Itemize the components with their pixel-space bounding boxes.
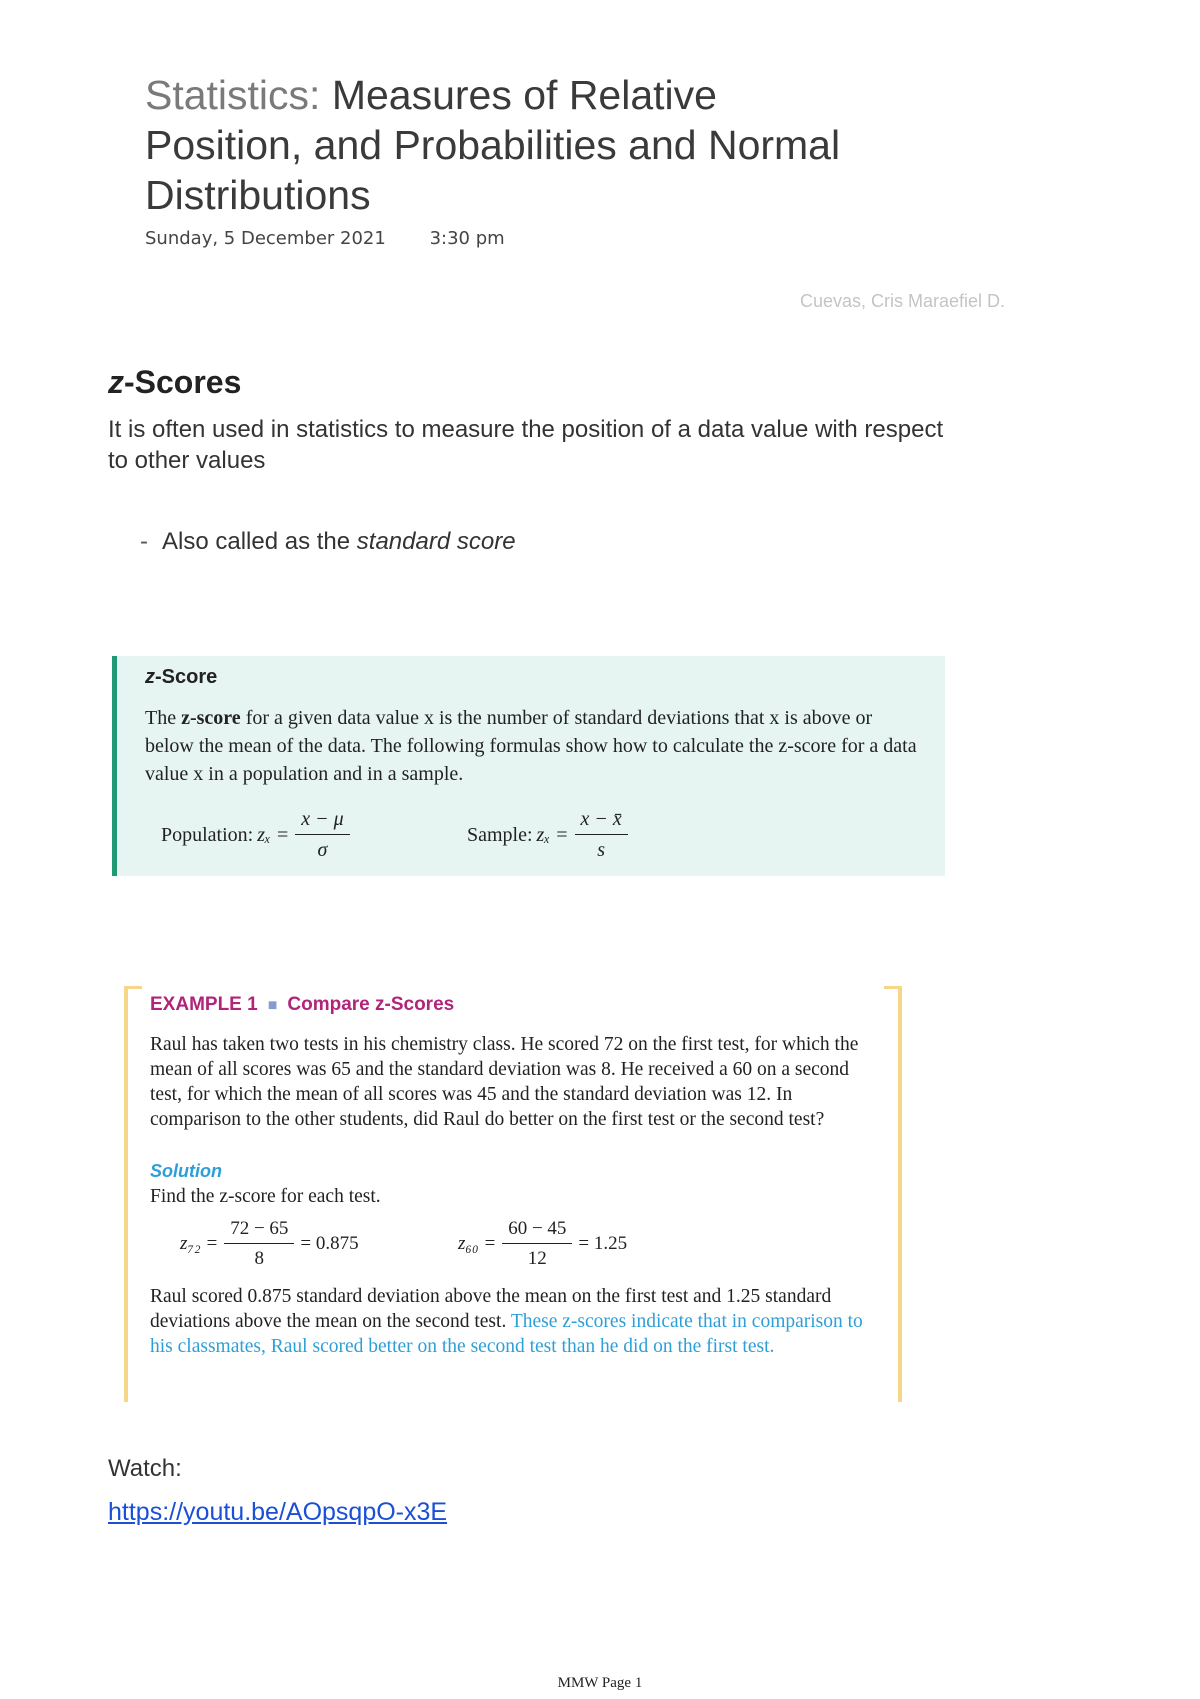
population-label: Population: <box>161 823 254 846</box>
conclusion-highlight: These z-scores indicate that in comparison to his classmates, Raul scored better on the second test than he did on the first test. <box>150 1311 863 1357</box>
section-heading <box>108 364 241 401</box>
definition-text-end: for a given data value x is the number of standard deviations that x is above or below the mean of the data. The following formulas show how to calculate the z-score for a data value x in a population and in a sample. <box>145 707 917 785</box>
sample-formula <box>467 808 634 862</box>
example-corner-left <box>124 986 142 989</box>
section-heading-var: z <box>108 364 124 400</box>
z60-denominator: 12 <box>527 1248 547 1269</box>
page-title-main: Measures of Relative Position, and Probabilities and Normal Distributions <box>145 72 841 218</box>
author-name: Cuevas, Cris Maraefiel D. <box>800 291 1006 311</box>
example-conclusion <box>150 1284 880 1359</box>
bullet-dash: - <box>140 528 148 555</box>
z72-denominator: 8 <box>254 1248 265 1269</box>
bullet-emphasis: standard score <box>356 528 516 555</box>
definition-title-var: z <box>145 666 155 688</box>
definition-text <box>145 704 925 788</box>
definition-box <box>112 656 945 876</box>
z72-numerator: 72 − 65 <box>224 1218 294 1244</box>
note-time: 3:30 pm <box>429 228 505 249</box>
sample-label: Sample: <box>467 823 533 846</box>
population-formula <box>161 808 356 862</box>
square-bullet-icon: ■ <box>267 997 278 1014</box>
z60-fraction <box>502 1218 572 1270</box>
example-label: EXAMPLE 1 <box>150 994 258 1015</box>
z72-calculation <box>180 1218 359 1270</box>
example-corner-right <box>884 986 902 989</box>
definition-title-rest: -Score <box>155 666 218 688</box>
note-timestamp <box>145 228 505 249</box>
z72-lhs: z₇₂ = <box>180 1233 219 1254</box>
solution-instruction: Find the z-score for each test. <box>150 1186 381 1207</box>
bullet-item <box>140 528 516 556</box>
population-lhs: zₓ = <box>257 823 290 846</box>
z60-result: = 1.25 <box>578 1233 628 1254</box>
intro-paragraph: It is often used in statistics to measure the position of a data value with respect to other values <box>108 416 944 474</box>
sample-numerator: x − x̄ <box>575 808 628 835</box>
definition-text-start: The <box>145 707 182 729</box>
page-title <box>145 70 845 220</box>
bullet-text: Also called as the <box>162 528 357 555</box>
z60-calculation <box>458 1218 627 1270</box>
z60-lhs: z₆₀ = <box>458 1233 497 1254</box>
example-title: Compare z-Scores <box>287 994 455 1015</box>
sample-denominator: s <box>597 839 606 861</box>
population-numerator: x − μ <box>295 808 349 835</box>
video-link[interactable]: https://youtu.be/AOpsqpO-x3E <box>108 1498 448 1526</box>
example-heading <box>150 994 454 1016</box>
page-footer: MMW Page 1 <box>557 1675 643 1691</box>
population-denominator: σ <box>317 839 328 861</box>
conclusion-text: Raul scored 0.875 standard deviation above the mean on the first test and 1.25 standard deviations above the mean on the second test. <box>150 1286 832 1332</box>
population-fraction <box>295 808 349 862</box>
z72-fraction <box>224 1218 294 1270</box>
definition-title <box>145 666 217 689</box>
page-title-prefix: Statistics: <box>145 72 321 118</box>
solution-label: Solution <box>150 1161 222 1181</box>
sample-fraction <box>575 808 628 862</box>
section-heading-rest: -Scores <box>124 364 242 400</box>
z60-numerator: 60 − 45 <box>502 1218 572 1244</box>
definition-term: z-score <box>181 707 241 729</box>
example-box <box>124 986 902 1402</box>
example-problem: Raul has taken two tests in his chemistry class. He scored 72 on the first test, for which the mean of all scores was 65 and the standard deviation was 8. He received a 60 on a second test, for which the mean of all scores was 45 and the standard deviation was 12. In comparison to the other students, did Raul do better on the first test or the second test? <box>150 1034 859 1130</box>
sample-lhs: zₓ = <box>536 823 569 846</box>
watch-label: Watch: <box>108 1455 182 1482</box>
note-date: Sunday, 5 December 2021 <box>145 228 386 249</box>
z72-result: = 0.875 <box>300 1233 359 1254</box>
